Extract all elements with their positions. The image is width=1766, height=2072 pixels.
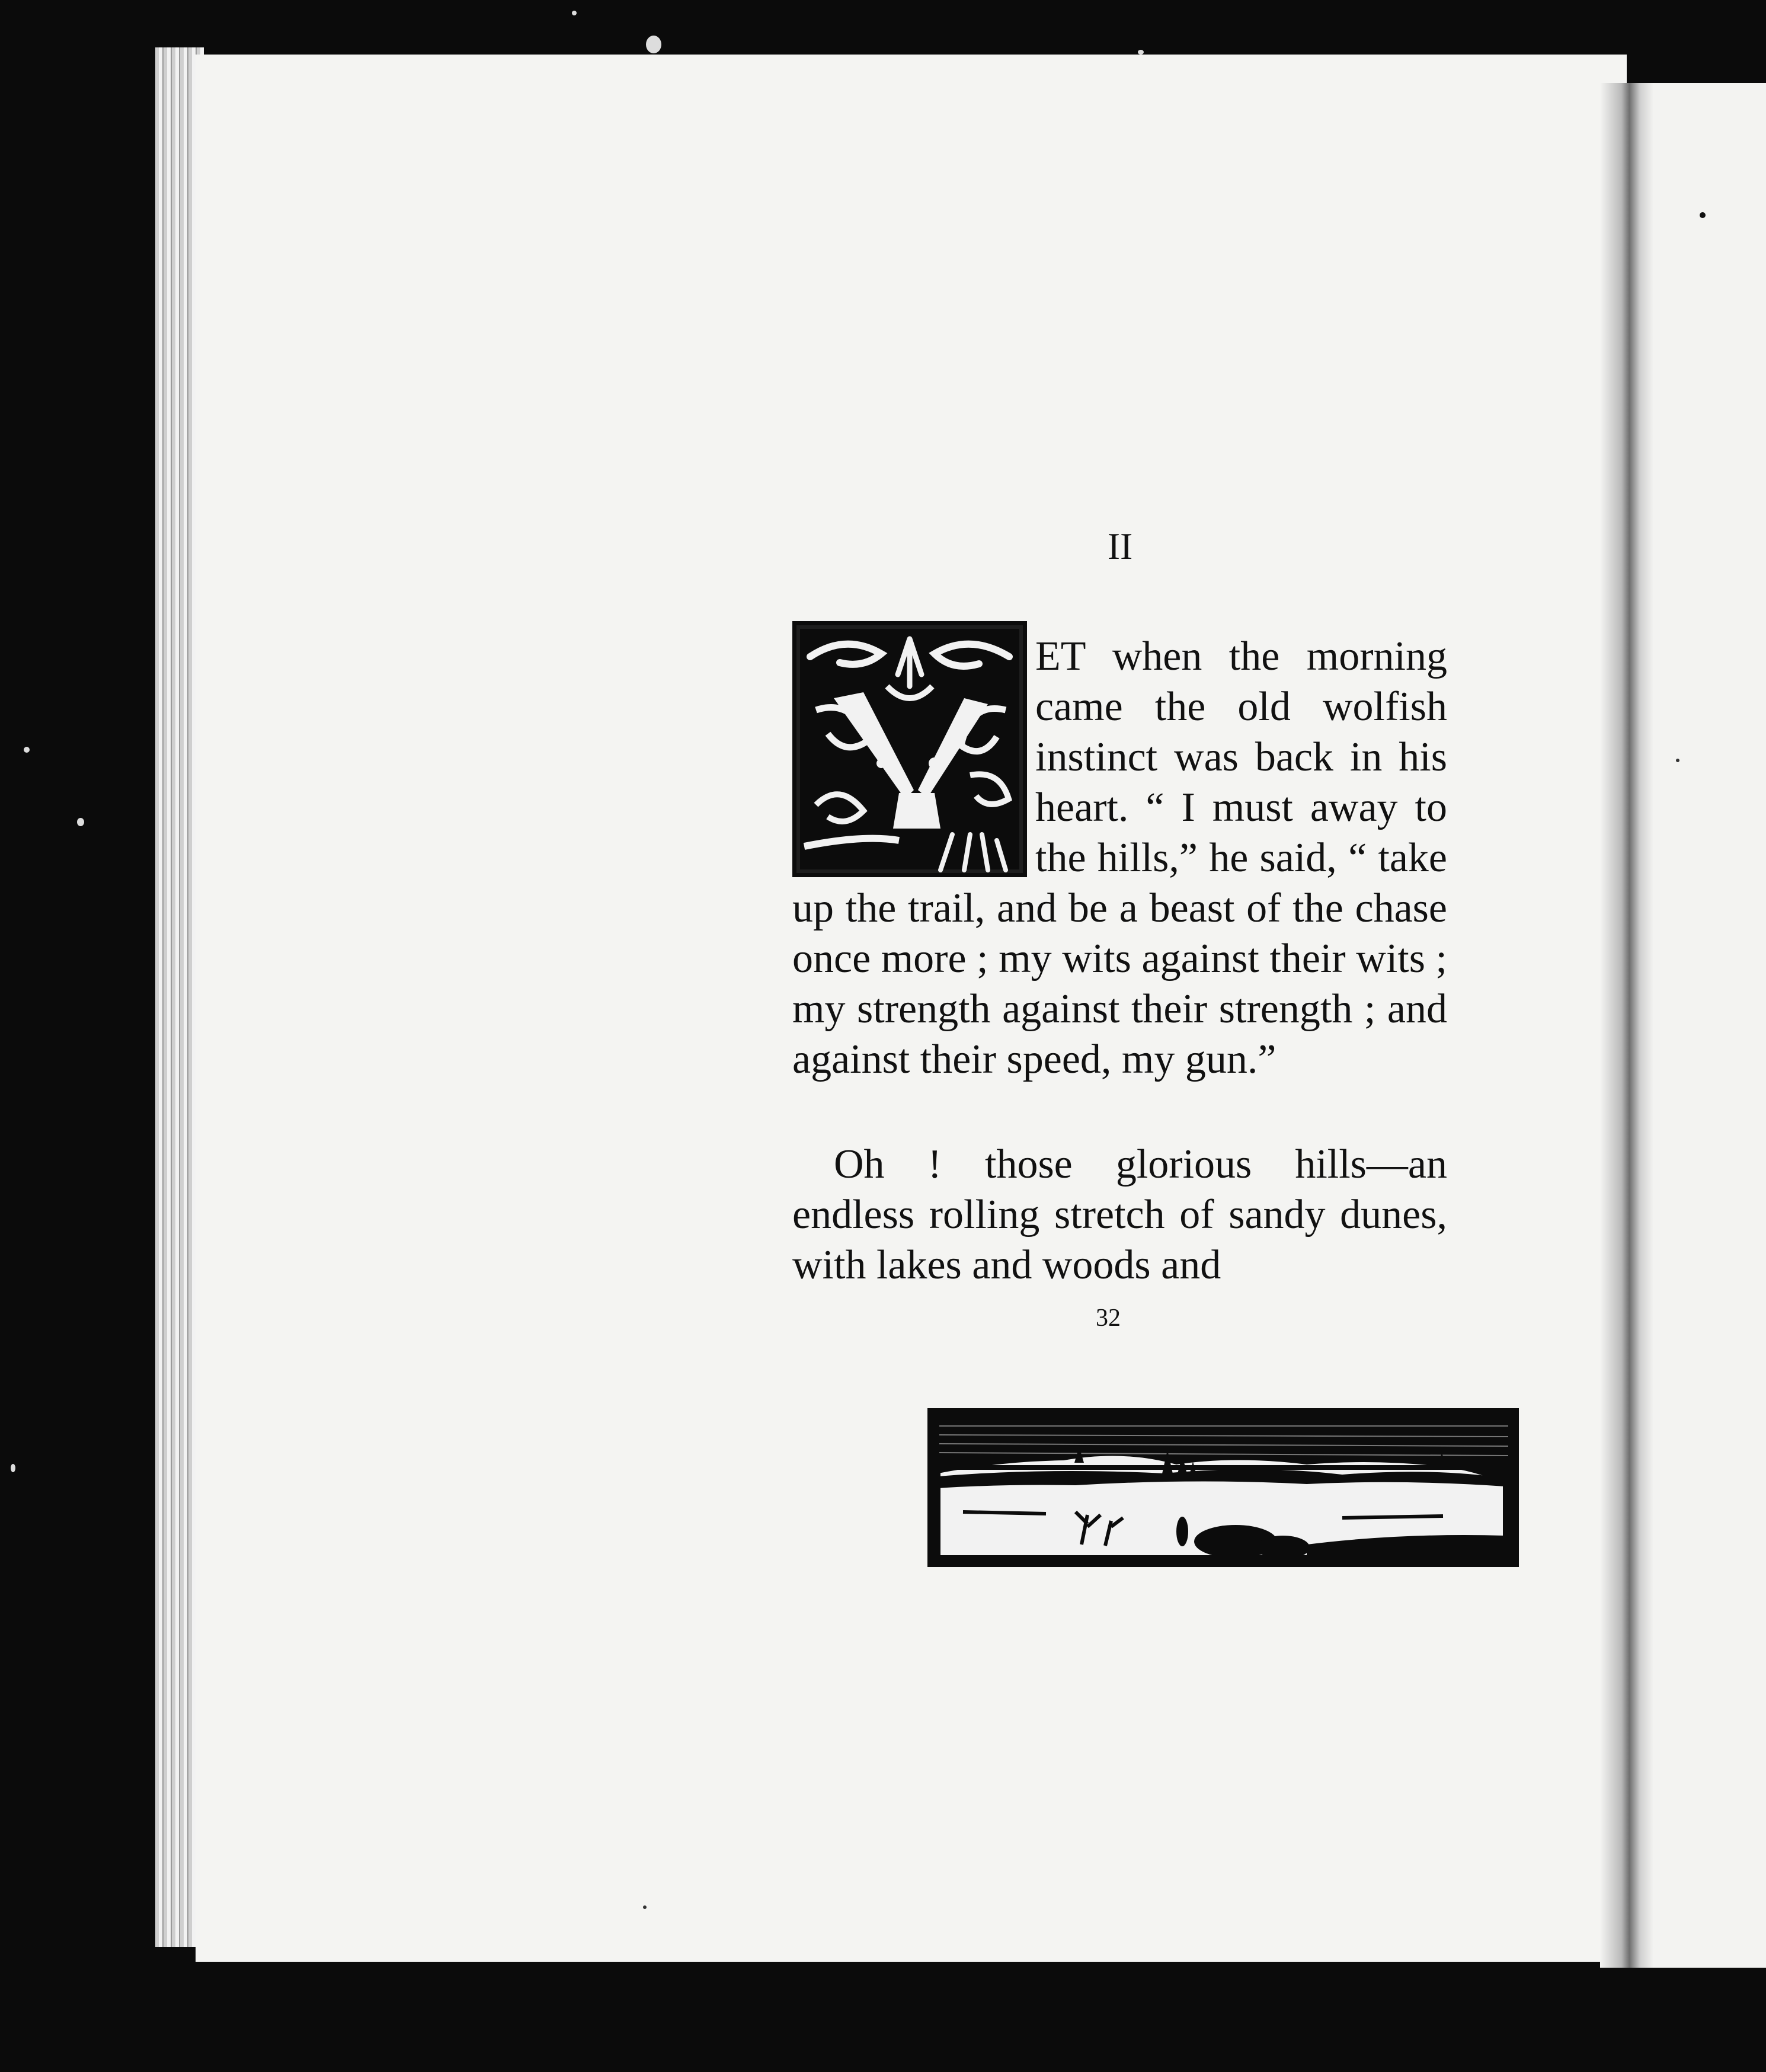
chapter-number: II [1107, 525, 1133, 567]
drop-cap-space [792, 631, 1035, 883]
landscape-tailpiece [927, 1408, 1519, 1567]
paragraph-1-text: ET when the morning came the old wolfish instinct was back in his heart. “ I must away to the hills,” he said, “ take up the trail, and be a beast of the chase once more ; my wits against their wits ; my strength against their strength ; and against their speed, my gun.” [792, 634, 1447, 1082]
paragraph-1 [792, 631, 1447, 1085]
page-number: 32 [1096, 1304, 1121, 1332]
book-gutter [1600, 83, 1653, 1968]
paragraph-2: Oh ! those glorious hills—an endless rolling stretch of sandy dunes, with lakes and woods and [792, 1141, 1447, 1288]
landscape-woodcut-illustration [927, 1408, 1519, 1567]
